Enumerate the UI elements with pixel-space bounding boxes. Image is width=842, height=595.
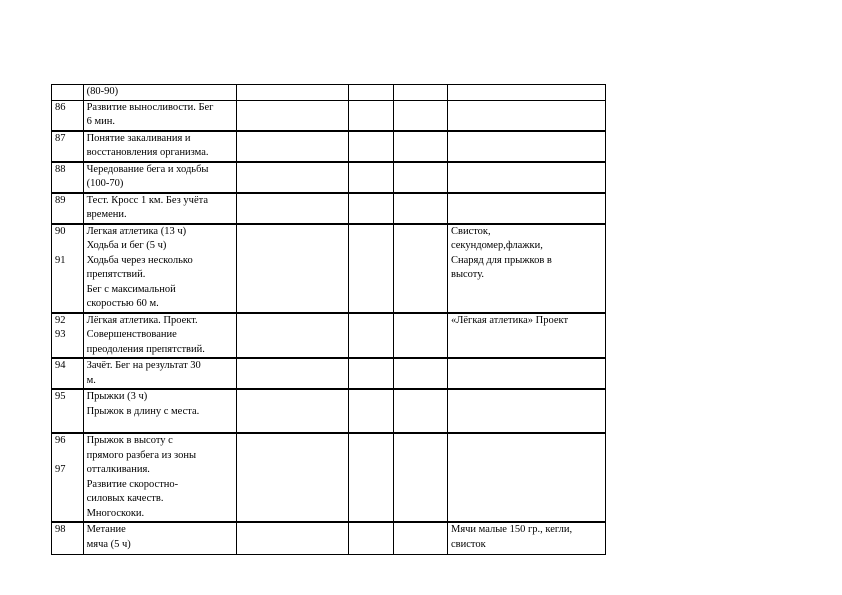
lesson-topic-cell — [83, 313, 237, 359]
resource-text: высоту. — [450, 269, 485, 280]
resource-text: Мячи малые 150 гр., кегли, — [450, 524, 573, 535]
lesson-number: 98 — [55, 524, 66, 535]
lesson-number: 96 — [55, 435, 66, 446]
empty-cell — [237, 193, 349, 224]
topic-text: м. — [86, 374, 96, 386]
empty-cell — [394, 389, 448, 433]
empty-cell — [394, 224, 448, 313]
lesson-topic-cell — [83, 131, 237, 162]
lesson-number-cell — [52, 358, 84, 389]
resource-text: секундомер,флажки, — [450, 240, 543, 251]
lesson-topic-cell — [83, 358, 237, 389]
table-row — [52, 313, 606, 359]
empty-cell — [237, 85, 349, 101]
lesson-number: 97 — [55, 464, 66, 475]
empty-cell — [237, 433, 349, 522]
resources-cell — [447, 85, 605, 101]
table-row — [52, 162, 606, 193]
lesson-topic-cell — [83, 85, 237, 101]
empty-cell — [349, 522, 394, 554]
table-row — [52, 85, 606, 101]
empty-cell — [349, 433, 394, 522]
topic-text: Многоскоки. — [86, 507, 145, 519]
empty-cell — [394, 193, 448, 224]
resources-cell — [447, 389, 605, 433]
topic-text: Зачёт. Бег на результат 30 — [86, 360, 201, 371]
empty-cell — [394, 131, 448, 162]
table-row — [52, 358, 606, 389]
empty-cell — [349, 100, 394, 131]
lesson-number: 94 — [55, 360, 66, 371]
resources-cell — [447, 358, 605, 389]
resources-cell — [447, 433, 605, 522]
lesson-topic-cell — [83, 162, 237, 193]
lesson-number: 91 — [55, 254, 66, 266]
lesson-number: 92 — [55, 314, 66, 326]
lesson-topic-cell — [83, 522, 237, 554]
table-row — [52, 433, 606, 522]
lesson-topic-cell — [83, 224, 237, 313]
lesson-number: 95 — [55, 391, 66, 402]
topic-text: Тест. Кросс 1 км. Без учёта — [86, 194, 208, 206]
table-row — [52, 522, 606, 554]
empty-cell — [237, 224, 349, 313]
topic-text: препятствий. — [86, 269, 146, 280]
lesson-number-cell — [52, 162, 84, 193]
resources-cell — [447, 313, 605, 359]
empty-cell — [349, 389, 394, 433]
lesson-number-cell — [52, 522, 84, 554]
resources-cell — [447, 224, 605, 313]
lesson-number: 93 — [55, 329, 66, 340]
lesson-number-cell — [52, 131, 84, 162]
lesson-number-cell — [52, 193, 84, 224]
topic-text: преодоления препятствий. — [86, 343, 205, 355]
empty-cell — [237, 162, 349, 193]
lesson-number-cell — [52, 313, 84, 359]
table-row — [52, 131, 606, 162]
lesson-number: 86 — [55, 101, 66, 113]
lesson-number-cell — [52, 433, 84, 522]
lesson-number: 88 — [55, 163, 66, 175]
lesson-number-cell — [52, 224, 84, 313]
lesson-number-cell — [52, 389, 84, 433]
topic-text: Совершенствование — [86, 329, 177, 340]
topic-text: Лёгкая атлетика. Проект. — [86, 314, 198, 326]
empty-cell — [394, 100, 448, 131]
lesson-topic-cell — [83, 100, 237, 131]
empty-cell — [394, 433, 448, 522]
lesson-number: 90 — [55, 225, 66, 237]
lesson-plan-table — [51, 84, 606, 555]
empty-cell — [349, 313, 394, 359]
topic-text: Чередование бега и ходьбы — [86, 163, 209, 175]
table-row — [52, 224, 606, 313]
lesson-number: 89 — [55, 194, 66, 206]
resources-cell — [447, 522, 605, 554]
empty-cell — [394, 522, 448, 554]
topic-text: восстановления организма. — [86, 147, 209, 158]
lesson-topic-cell — [83, 193, 237, 224]
topic-text: прямого разбега из зоны — [86, 449, 197, 461]
empty-cell — [349, 85, 394, 101]
resource-text: свисток — [450, 538, 486, 550]
resource-text: «Лёгкая атлетика» Проект — [450, 314, 569, 326]
resource-text: Свисток, — [450, 225, 491, 237]
empty-cell — [237, 100, 349, 131]
resources-cell — [447, 131, 605, 162]
lesson-topic-cell — [83, 433, 237, 522]
section-heading: Прыжки (3 ч) — [86, 391, 148, 402]
empty-cell — [237, 313, 349, 359]
table-row — [52, 100, 606, 131]
topic-text: Прыжок в высоту с — [86, 435, 173, 446]
topic-text: (80-90) — [86, 86, 119, 97]
topic-text: мяча (5 ч) — [86, 538, 131, 550]
topic-text: Развитие скоростно- — [86, 478, 179, 490]
empty-cell — [349, 224, 394, 313]
empty-cell — [237, 389, 349, 433]
resources-cell — [447, 162, 605, 193]
empty-cell — [349, 193, 394, 224]
topic-text: Ходьба и бег (5 ч) — [86, 240, 167, 251]
empty-cell — [349, 358, 394, 389]
lesson-topic-cell — [83, 389, 237, 433]
empty-cell — [237, 522, 349, 554]
section-heading: Метание — [86, 524, 126, 535]
empty-cell — [349, 131, 394, 162]
table-row — [52, 193, 606, 224]
resource-text: Снаряд для прыжков в — [450, 254, 552, 266]
topic-text: 6 мин. — [86, 116, 115, 127]
section-heading: Легкая атлетика (13 ч) — [86, 225, 187, 237]
topic-text: скоростью 60 м. — [86, 298, 159, 309]
topic-text: Развитие выносливости. Бег — [86, 101, 214, 113]
empty-cell — [349, 162, 394, 193]
resources-cell — [447, 193, 605, 224]
empty-cell — [237, 358, 349, 389]
lesson-number: 87 — [55, 132, 66, 144]
topic-text: времени. — [86, 209, 127, 220]
empty-cell — [394, 162, 448, 193]
topic-text: Ходьба через несколько — [86, 254, 193, 266]
topic-text: силовых качеств. — [86, 493, 164, 504]
topic-text: Понятие закаливания и — [86, 132, 191, 144]
empty-cell — [394, 358, 448, 389]
empty-cell — [394, 313, 448, 359]
table-row — [52, 389, 606, 433]
topic-text: Прыжок в длину с места. — [86, 405, 200, 417]
topic-text: отталкивания. — [86, 464, 150, 475]
empty-cell — [237, 131, 349, 162]
topic-text: Бег с максимальной — [86, 283, 176, 295]
empty-cell — [394, 85, 448, 101]
topic-text: (100-70) — [86, 178, 124, 189]
lesson-number-cell — [52, 85, 84, 101]
resources-cell — [447, 100, 605, 131]
lesson-number-cell — [52, 100, 84, 131]
